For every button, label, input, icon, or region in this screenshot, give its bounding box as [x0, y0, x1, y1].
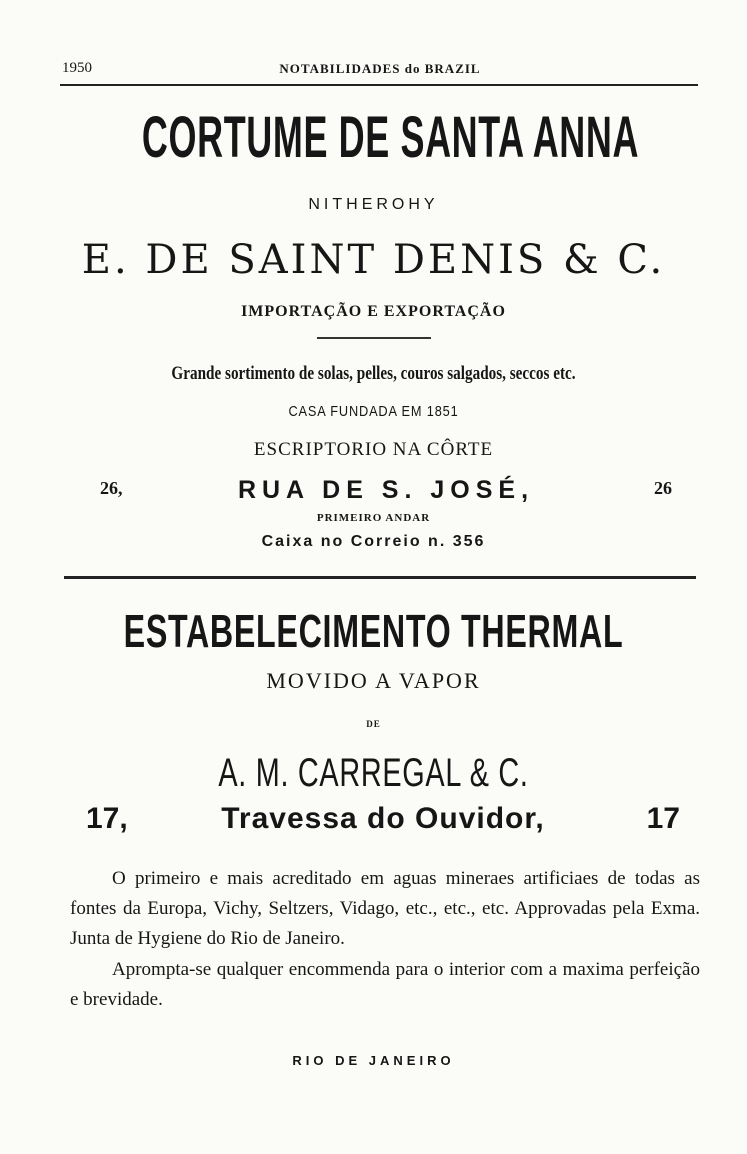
ad2-number-left: 17,	[86, 802, 128, 835]
ad2-number-right: 17	[646, 802, 680, 835]
ad1-number-right: 26	[654, 478, 672, 498]
ad2-de: DE	[366, 719, 381, 729]
ad2-address	[86, 802, 680, 846]
ad1-floor: PRIMEIRO ANDAR	[316, 512, 431, 524]
page-header	[62, 60, 698, 82]
ad2-street: Travessa do Ouvidor,	[221, 802, 545, 835]
ad1-founded: CASA FUNDADA EM 1851	[288, 403, 459, 420]
ad2-paragraph-2: Aprompta-se qualquer encommenda para o interior com a maxima perfeição e brevidade.	[70, 959, 700, 1010]
section-divider	[64, 576, 696, 579]
ad2-company: A. M. CARREGAL & C.	[218, 751, 529, 795]
ad2-body	[70, 864, 700, 1015]
ad2-paragraph-1: O primeiro e mais acreditado em aguas mineraes artificiaes de todas as fontes da Europa, Vichy, Seltzers, Vidago, etc., etc., etc. Approvadas pela Exma. Junta de Hygiene do Rio de Janeiro.	[70, 868, 700, 949]
running-title: NOTABILIDADES do BRAZIL	[279, 61, 481, 76]
ad1-company: E. DE SAINT DENIS & C.	[81, 237, 666, 283]
page-number: 1950	[62, 60, 92, 76]
header-rule	[60, 84, 698, 86]
ad1-divider	[317, 337, 431, 339]
ad1-address	[100, 476, 672, 506]
ad1-trade: IMPORTAÇÃO E EXPORTAÇÃO	[241, 303, 506, 320]
ad2-city: RIO DE JANEIRO	[292, 1053, 455, 1068]
ad1-street: RUA DE S. JOSÉ,	[237, 476, 535, 504]
ad1-mailbox: Caixa no Correio n. 356	[261, 533, 486, 550]
ad1-office: ESCRIPTORIO NA CÔRTE	[253, 439, 494, 460]
ad2-subtitle: MOVIDO A VAPOR	[266, 668, 481, 693]
ad2-title: ESTABELECIMENTO THERMAL	[123, 605, 624, 657]
ad1-assortment: Grande sortimento de solas, pelles, couros salgados, seccos etc.	[171, 363, 576, 384]
ad1-number-left: 26,	[100, 478, 123, 498]
ad1-location: NITHEROHY	[308, 196, 439, 213]
ad1-title: CORTUME DE SANTA ANNA	[141, 105, 640, 170]
